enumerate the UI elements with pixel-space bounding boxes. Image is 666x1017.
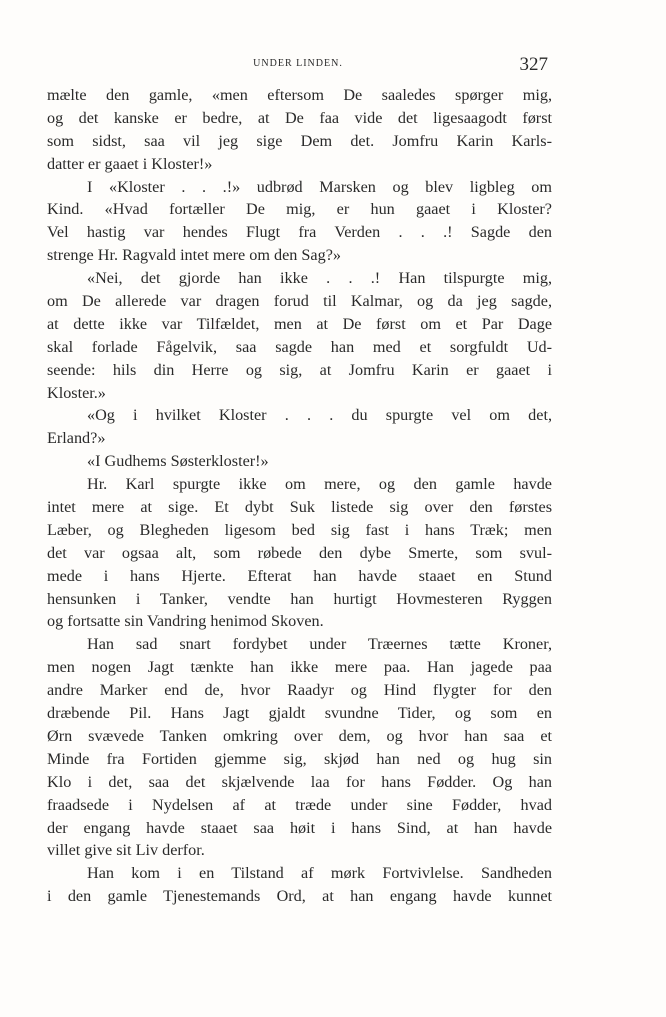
text-line: og fortsatte sin Vandring henimod Skoven. bbox=[47, 612, 324, 631]
text-line: intet mere at sige. Et dybt Suk listede sig over den førstes bbox=[47, 498, 552, 517]
text-line: og det kanske er bedre, at De faa vide det ligesaagodt først bbox=[47, 108, 552, 127]
text-line: Erland?» bbox=[47, 429, 106, 448]
text-line: Hr. Karl spurgte ikke om mere, og den gamle havde bbox=[87, 475, 552, 494]
text-line: villet give sit Liv derfor. bbox=[47, 841, 205, 860]
text-line: Læber, og Blegheden ligesom bed sig fast i hans Træk; men bbox=[47, 520, 552, 539]
text-line: Kind. «Hvad fortæller De mig, er hun gaaet i Kloster? bbox=[47, 200, 552, 219]
text-line: det var ogsaa alt, som røbede den dybe Smerte, som svul- bbox=[47, 543, 552, 562]
page-number: 327 bbox=[519, 54, 548, 75]
text-line: datter er gaaet i Kloster!» bbox=[47, 154, 213, 173]
text-line: strenge Hr. Ragvald intet mere om den Sag?» bbox=[47, 246, 341, 265]
running-head bbox=[0, 56, 666, 78]
text-line: Ørn svævede Tanken omkring over dem, og hvor han saa et bbox=[47, 726, 552, 745]
text-line: Klo i det, saa det skjælvende laa for hans Fødder. Og han bbox=[47, 772, 552, 791]
text-line: mede i hans Hjerte. Efterat han havde staaet en Stund bbox=[47, 566, 552, 585]
text-line: om De allerede var dragen forud til Kalmar, og da jeg sagde, bbox=[47, 292, 552, 311]
text-line: Han sad snart fordybet under Træernes tætte Kroner, bbox=[87, 635, 552, 654]
text-line: der engang havde staaet saa høit i hans Sind, at han havde bbox=[47, 818, 552, 837]
text-line: som sidst, saa vil jeg sige Dem det. Jomfru Karin Karls- bbox=[47, 131, 552, 150]
text-line: fraadsede i Nydelsen af at træde under sine Fødder, hvad bbox=[47, 795, 552, 814]
text-line: «Og i hvilket Kloster . . . du spurgte vel om det, bbox=[87, 406, 552, 425]
text-line: «Nei, det gjorde han ikke . . .! Han tilspurgte mig, bbox=[87, 269, 552, 288]
text-line: «I Gudhems Søsterkloster!» bbox=[87, 452, 269, 471]
text-line: Han kom i en Tilstand af mørk Fortvivlelse. Sandheden bbox=[87, 864, 552, 883]
text-line: skal forlade Fågelvik, saa sagde han med et sorgfuldt Ud- bbox=[47, 337, 552, 356]
text-line: seende: hils din Herre og sig, at Jomfru Karin er gaaet i bbox=[47, 360, 552, 379]
text-line: Vel hastig var hendes Flugt fra Verden . . .! Sagde den bbox=[47, 223, 552, 242]
text-line: i den gamle Tjenestemands Ord, at han engang havde kunnet bbox=[47, 887, 552, 906]
text-line: Kloster.» bbox=[47, 383, 106, 402]
body-text bbox=[47, 84, 552, 908]
text-line: I «Kloster . . .!» udbrød Marsken og blev ligbleg om bbox=[87, 177, 552, 196]
text-line: dræbende Pil. Hans Jagt gjaldt svundne Tider, og som en bbox=[47, 704, 552, 723]
text-line: hensunken i Tanker, vendte han hurtigt Hovmesteren Ryggen bbox=[47, 589, 552, 608]
text-line: andre Marker end de, hvor Raadyr og Hind flygter for den bbox=[47, 681, 552, 700]
text-line: men nogen Jagt tænkte han ikke mere paa. Han jagede paa bbox=[47, 658, 552, 677]
text-line: at dette ikke var Tilfældet, men at De først om et Par Dage bbox=[47, 314, 552, 333]
text-line: mælte den gamle, «men eftersom De saaledes spørger mig, bbox=[47, 86, 552, 104]
running-title: UNDER LINDEN. bbox=[253, 58, 343, 69]
text-line: Minde fra Fortiden gjemme sig, skjød han ned og hug sin bbox=[47, 749, 552, 768]
